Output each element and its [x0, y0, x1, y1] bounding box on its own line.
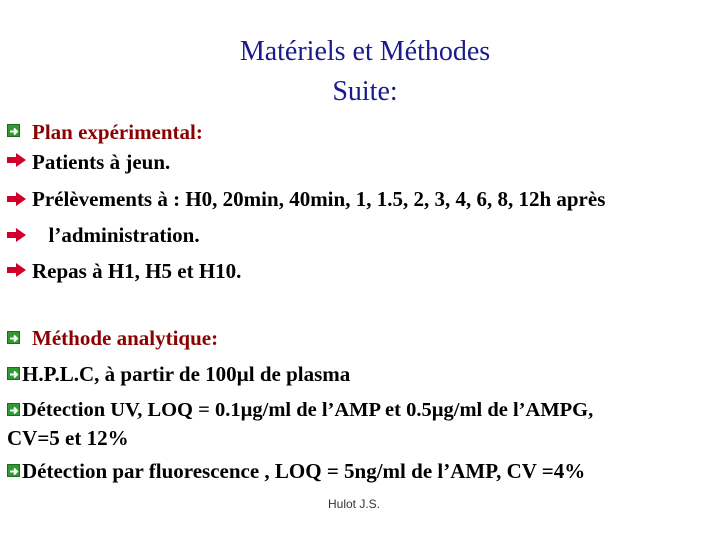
methode-item-2: Détection UV, LOQ = 0.1µg/ml de l’AMP et 0.5µg/ml de l’AMPG,: [22, 399, 594, 421]
green-box-arrow-icon: [7, 464, 20, 477]
plan-heading: Plan expérimental:: [32, 120, 203, 144]
slide-title-line2: Suite:: [332, 76, 398, 107]
methode-item-3: Détection par fluorescence , LOQ = 5ng/ml de l’AMP, CV =4%: [22, 459, 586, 483]
plan-item-3: l’administration.: [38, 223, 200, 247]
green-box-arrow-icon: [7, 331, 20, 344]
red-arrow-icon: [7, 153, 26, 167]
plan-item-4: Repas à H1, H5 et H10.: [32, 259, 242, 283]
slide-title-line1: Matériels et Méthodes: [239, 36, 491, 67]
methode-item-2-cont: CV=5 et 12%: [7, 426, 129, 450]
plan-item-1: Patients à jeun.: [32, 150, 171, 174]
green-box-arrow-icon: [7, 403, 20, 416]
green-box-arrow-icon: [7, 367, 20, 380]
plan-item-2: Prélèvements à : H0, 20min, 40min, 1, 1.5, 2, 3, 4, 6, 8, 12h après: [32, 187, 606, 211]
red-arrow-icon: [7, 192, 26, 206]
footer-author: Hulot J.S.: [328, 497, 381, 511]
methode-heading: Méthode analytique:: [32, 326, 219, 350]
green-box-arrow-icon: [7, 124, 20, 137]
red-arrow-icon: [7, 263, 26, 277]
methode-item-1: H.P.L.C, à partir de 100µl de plasma: [22, 362, 351, 386]
red-arrow-icon: [7, 228, 26, 242]
